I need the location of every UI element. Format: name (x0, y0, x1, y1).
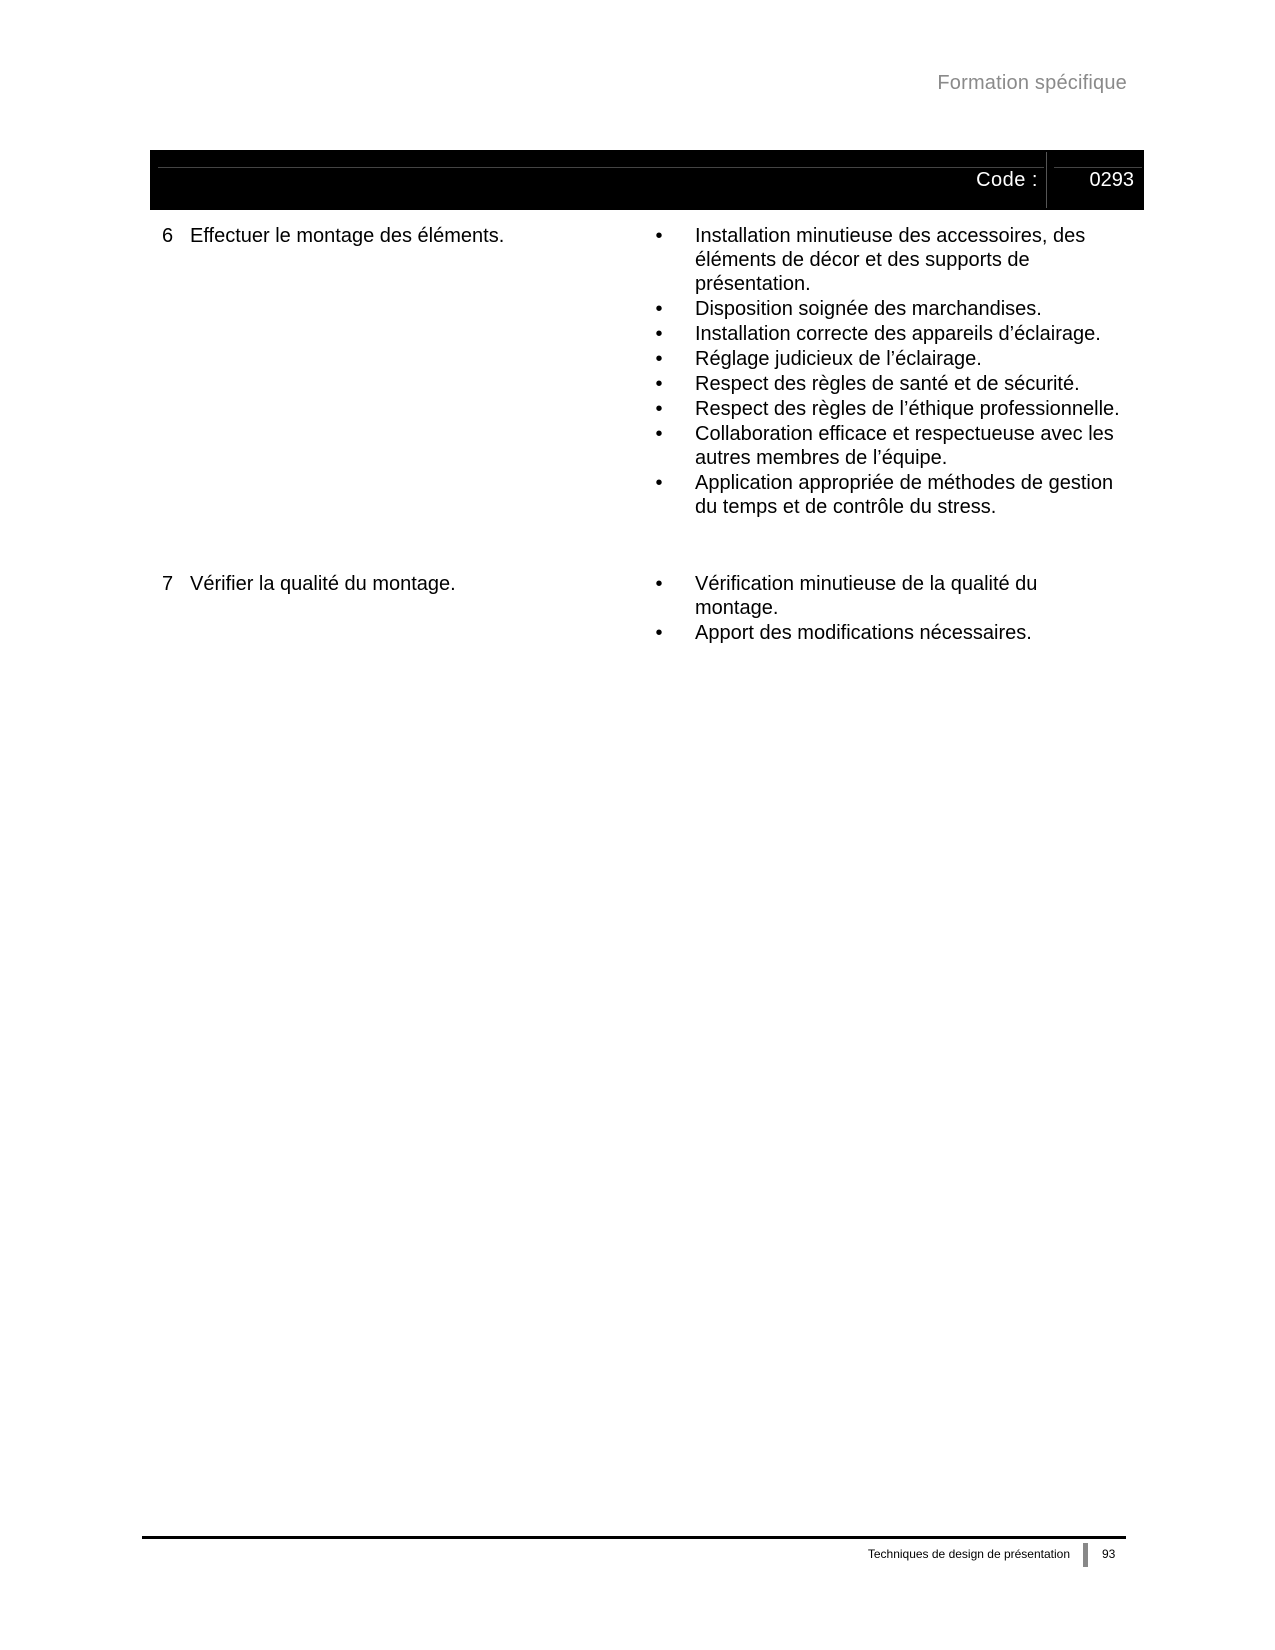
criterion-text: Installation correcte des appareils d’éclairage. (695, 323, 1101, 345)
list-item (652, 224, 1122, 296)
code-bar (150, 150, 1144, 210)
step-label: Vérifier la qualité du montage. (190, 573, 456, 595)
page-number: 93 (1102, 1547, 1116, 1561)
bullet-icon: • (655, 225, 663, 247)
criterion-text: Collaboration efficace et respectueuse avec les autres membres de l’équipe. (695, 423, 1114, 469)
bullet-icon: • (655, 622, 663, 644)
list-item (652, 422, 1122, 470)
footer-separator (1083, 1543, 1088, 1567)
criterion-text: Apport des modifications nécessaires. (695, 622, 1032, 644)
code-value: 0293 (1089, 169, 1134, 191)
step-number: 7 (162, 573, 174, 595)
list-item (652, 621, 1122, 645)
bullet-icon: • (655, 373, 663, 395)
bullet-icon: • (655, 348, 663, 370)
list-item (652, 572, 1122, 620)
footer-title: Techniques de design de présentation (867, 1547, 1070, 1561)
code-bar-rule-right (1054, 167, 1142, 168)
bullet-icon: • (655, 323, 663, 345)
criteria-list (652, 572, 1122, 646)
criteria-list (652, 224, 1122, 520)
list-item (652, 347, 1122, 371)
criterion-text: Réglage judicieux de l’éclairage. (695, 348, 982, 370)
criterion-text: Disposition soignée des marchandises. (695, 298, 1042, 320)
criterion-text: Respect des règles de santé et de sécurité. (695, 373, 1080, 395)
criterion-text: Installation minutieuse des accessoires, des éléments de décor et des supports de présentation. (695, 225, 1086, 295)
bullet-icon: • (655, 573, 663, 595)
bullet-icon: • (655, 298, 663, 320)
step-text (162, 224, 622, 248)
list-item (652, 397, 1122, 421)
code-bar-rule (158, 167, 1044, 168)
list-item (652, 471, 1122, 519)
criterion-text: Respect des règles de l’éthique professionnelle. (695, 398, 1120, 420)
code-bar-separator (1046, 152, 1047, 208)
footer-rule (142, 1536, 1126, 1539)
step-text (162, 572, 622, 596)
bullet-icon: • (655, 398, 663, 420)
list-item (652, 372, 1122, 396)
bullet-icon: • (655, 423, 663, 445)
bullet-icon: • (655, 472, 663, 494)
criterion-text: Vérification minutieuse de la qualité du montage. (695, 573, 1038, 619)
criterion-text: Application appropriée de méthodes de gestion du temps et de contrôle du stress. (695, 472, 1114, 518)
step-label: Effectuer le montage des éléments. (190, 225, 505, 247)
list-item (652, 322, 1122, 346)
list-item (652, 297, 1122, 321)
step-number: 6 (162, 225, 174, 247)
code-label: Code : (976, 169, 1038, 191)
running-header: Formation spécifique (937, 72, 1127, 94)
